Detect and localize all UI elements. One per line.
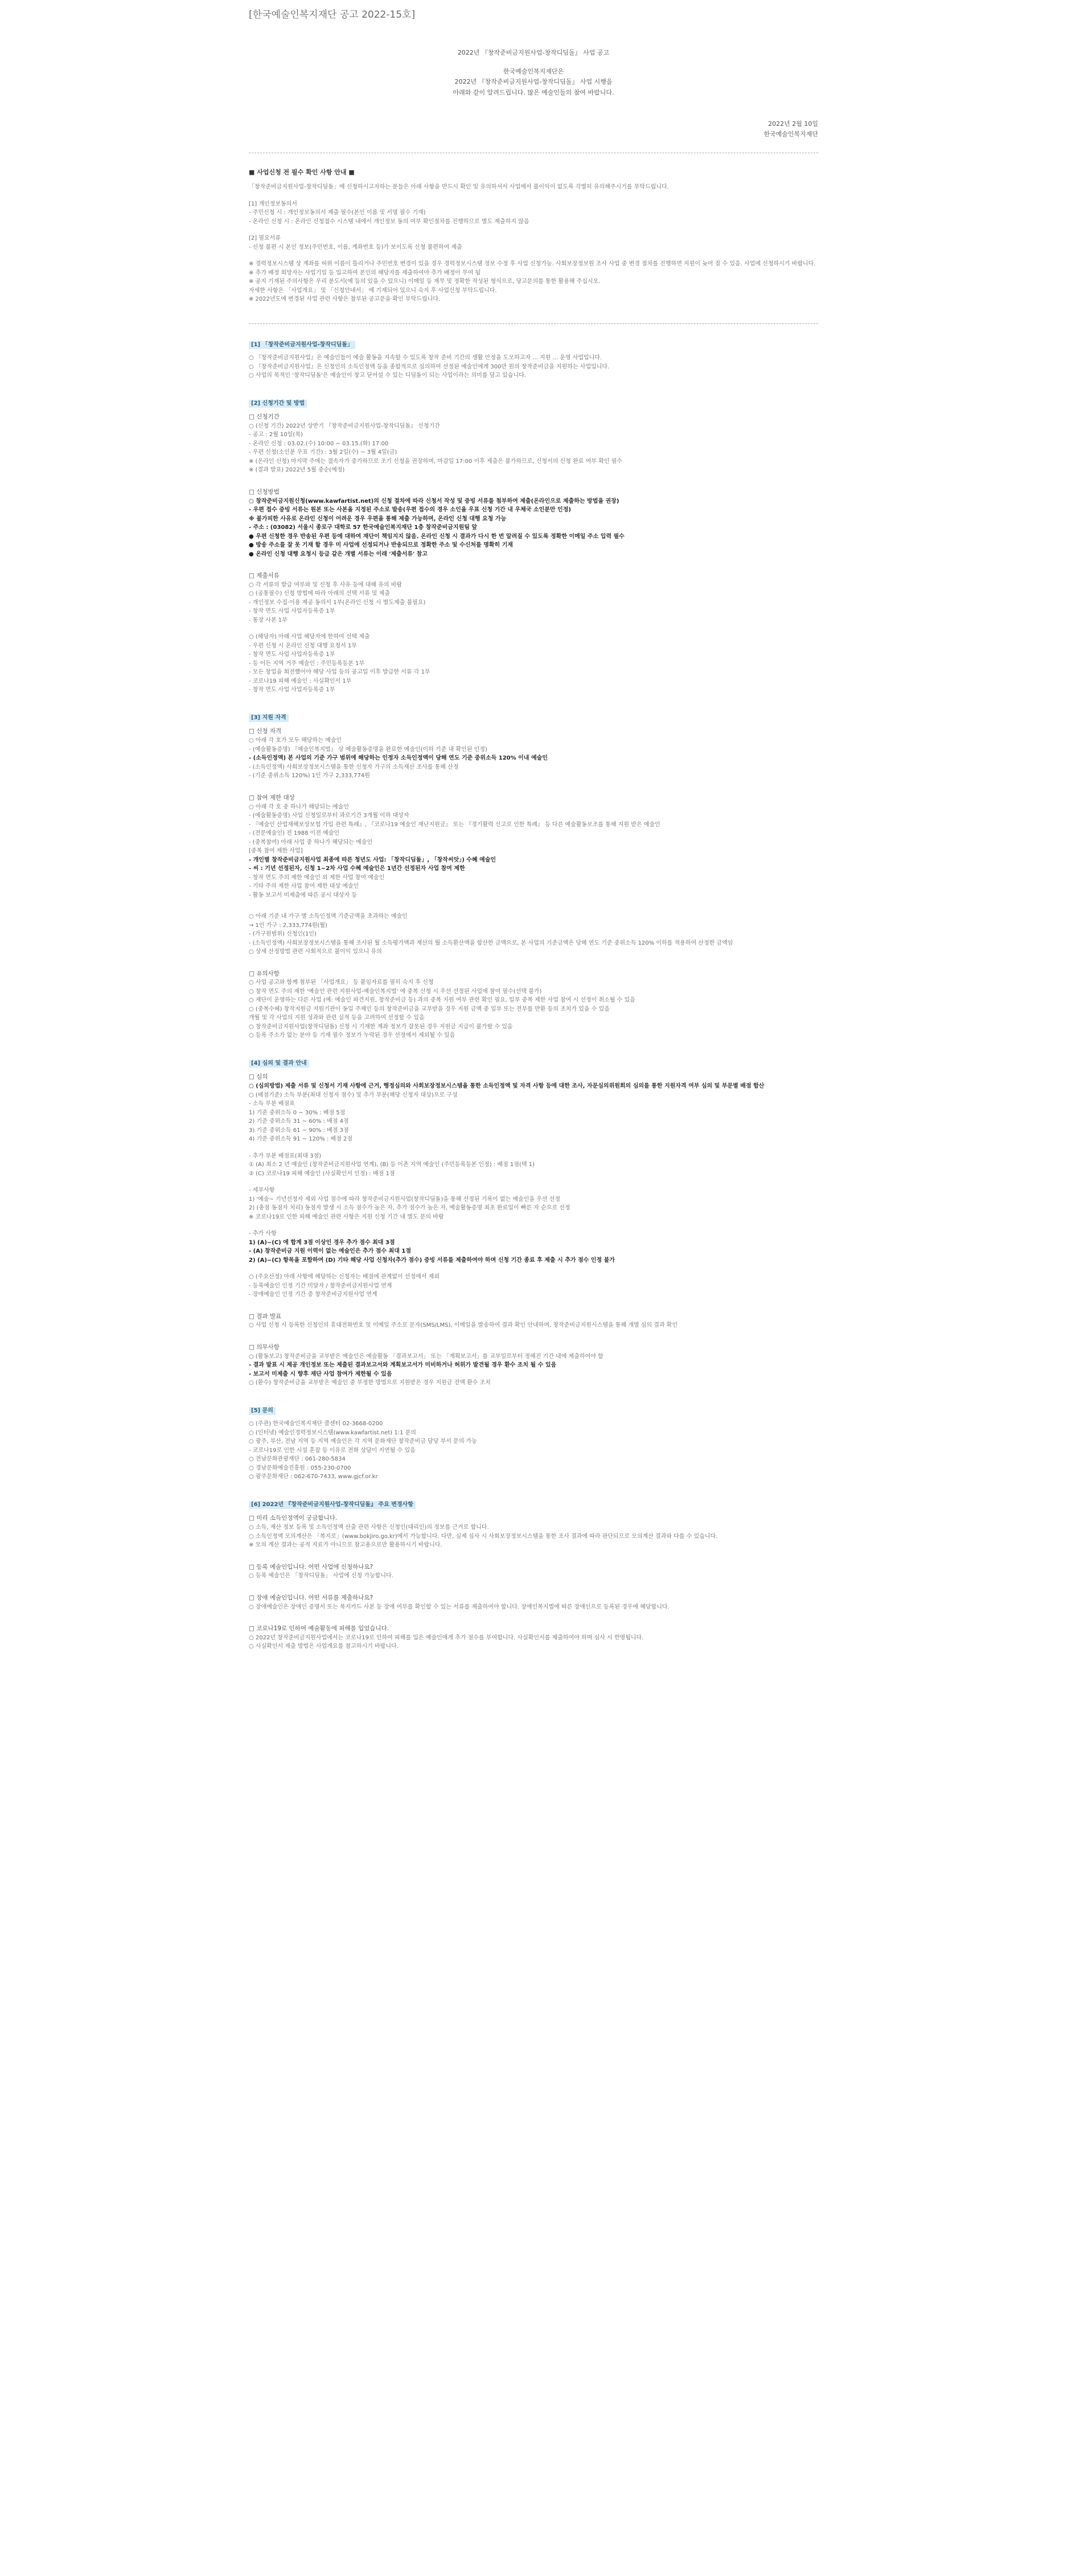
subsection: [249, 912, 818, 957]
section-title: [5] 문의: [249, 1407, 276, 1416]
text-line: - 창작 면도 사업 사업자등록증 1부: [249, 608, 335, 615]
notice-line: 2022년 『창작준비금지원사업-창작디딤돌』 사업 공고: [457, 49, 610, 56]
guide-lines: [249, 183, 818, 304]
text-line: - 결과 발표 시 제공 개인정보 또는 제출된 결과보고서와 계획보고서가 미비하거나 허위가 발견될 경우 환수 조치 될 수 있음: [249, 1362, 557, 1369]
text-line: - 주민신청 시 : 개인정보동의서 제출 필수(본인 이름 및 서명 필수 기재): [249, 210, 426, 216]
subsection-title: □ 의무사항: [249, 1343, 280, 1351]
text-line: ○ 사업의 목적인 '창작디딤돌'은 예술인이 창고 딛어설 수 있는 디딤돌이 되는 사업이라는 의미를 담고 있습니다.: [249, 372, 526, 379]
subsection-title: □ 미리 소득인정액이 궁금합니다.: [249, 1515, 338, 1522]
text-line: [중복 참여 제한 사업]: [249, 848, 303, 855]
subsection: [249, 969, 818, 1040]
subsection-title: □ 신청기간: [249, 413, 280, 421]
text-line: [2] 필요서류: [249, 235, 281, 242]
text-line: ○ (신청 기간) 2022년 상반기 『창작준비금지원사업-창작디딤돌』 신청기간: [249, 423, 440, 429]
text-line: ○ 아래 기준 내 가구 별 소득인정액 기준금액을 초과하는 예술인: [249, 913, 408, 920]
text-line: ○ 창작준비금지원신청(www.kawfartist.net)의 신청 절차에 따라 신청서 작성 및 증빙 서류를 첨부하여 제출(온라인으로 제출하는 방법을 권장): [249, 498, 619, 504]
text-line: ※ (결과 발표) 2022년 5월 중순(예정): [249, 467, 345, 474]
text-line: ○ 아래 각 호 중 하나가 해당되는 예술인: [249, 803, 349, 810]
text-line: ○ 사업 신청 시 등록한 신청인의 휴대전화번호 및 이메일 주소로 문자(SMS/LMS), 이메일을 발송하여 결과 확인 안내하며, 창작준비금지원시스템을 통해 개별 심의 결과 확인: [249, 1322, 678, 1329]
section: [249, 341, 818, 380]
text-line: - 공고 : 2월 10일(목): [249, 432, 303, 438]
text-line: ※ 불가피한 사유로 온라인 신청이 어려운 경우 우편을 통해 제출 가능하며, 온라인 신청 대행 요청 가능: [249, 515, 507, 522]
text-line: - 우편 접수 증빙 서류는 원본 또는 사본을 지정된 주소로 발송(우편 접수의 경우 소인을 우표 신청 기간 내 우체국 소인분만 인정): [249, 507, 571, 514]
notice-header: [249, 48, 818, 99]
text-line: - (기준 중위소득 120%) 1인 가구 2,333,774원: [249, 773, 370, 780]
text-line: - 신청 불편 시 본인 정보(주민번호, 이름, 계좌번호 등)가 보이도록 신청 불편하여 제출: [249, 244, 462, 251]
text-line: ※ 경력정보시스템 상 계좌를 허위 이름이 틀리거나 주민번호 변경이 있을 경우 경력정보시스템 정보 수정 후 사업 신청가능. 사회보장정보원 조사 사업 중 변경 절차를 진행하면 지원이 늦어 질 수 있음. 사업에 신청하시기 바랍니다.: [249, 261, 816, 268]
text-line: ○ 창작준비금지원사업(창작디딤돌) 신청 시 기재한 계좌 정보가 잘못된 경우 지원금 지급이 불가할 수 있음: [249, 1023, 513, 1030]
section-title: [4] 심의 및 결과 안내: [249, 1060, 309, 1068]
section-title: [6] 2022년 『창작준비금지원사업-창작디딤돌』 주요 변경사항: [249, 1501, 416, 1509]
subsection: [249, 1312, 818, 1330]
text-line: - 추가 부분 배점표(최대 3점): [249, 1152, 322, 1159]
text-line: ○ 『창작준비금지원사업』은 예술인들이 예술 활동을 지속할 수 있도록 창작 준비 기간의 생활 안정을 도모하고자 ... 지원 ... 운영 사업입니다.: [249, 355, 602, 362]
text-line: ○ (해당자) 아래 사업 해당자에 한하여 선택 제출: [249, 634, 370, 641]
text-line: [249, 1221, 818, 1229]
text-line: - (예술활동증명) 『예술인복지법』 상 예술활동증명을 완료한 예술인(이하 기준 내 확인된 인정): [249, 746, 487, 753]
text-line: ● 방송 주소를 잘 못 기재 할 경우 미 사업에 선정되거나 반송되므로 정확한 주소 및 수신처를 명확히 기재: [249, 542, 513, 549]
text-line: ○ (환수) 창작준비금을 교부받은 예술인 중 부정한 방법으로 지원받은 경우 지원금 전액 환수 조치: [249, 1380, 491, 1387]
text-line: - 개인정보 수집·이용 제공 동의서 1부(온라인 신청 시 별도제출 불필요): [249, 599, 426, 606]
text-line: ○ 전남문화관광재단 : 061-280-5834: [249, 1456, 346, 1463]
text-line: ○ 경남문화예술진흥원 : 055-230-0700: [249, 1465, 351, 1471]
text-line: - 창작 면도 주의 제한 예술인 외 제한 사업 참여 예술인: [249, 874, 385, 881]
text-line: ○ 광주, 부산, 전남 지역 등 지역 예술인은 각 지역 문화재단 창작준비금 담당 부서 문의 가능: [249, 1438, 477, 1445]
text-line: - 기타 주의 제한 사업 참여 제한 대상 예술인: [249, 883, 359, 890]
text-line: - 활동 보고서 미제출에 따른 공시 대상자 등: [249, 892, 358, 899]
text-line: - 보고서 미제출 시 향후 재단 사업 참여가 제한될 수 있음: [249, 1371, 392, 1377]
text-line: ○ 소득, 재산 정보 등록 및 소득인정액 산출 관련 사항은 신청인(대리인)의 정보를 근거로 합니다.: [249, 1524, 489, 1531]
text-line: ○ (공통필수) 신청 방법에 따라 아래의 선택 서류 및 제출: [249, 590, 390, 597]
text-line: ※ 추가 배정 희망자는 사업기일 등 입고하여 본인의 해당자를 제출하여야 추가 배정이 무여 됨: [249, 269, 481, 276]
subsection: [249, 487, 818, 559]
notice-org: 한국예술인복지재단: [763, 130, 818, 138]
text-line: - 추가 사항: [249, 1230, 277, 1237]
subsection-title: □ 제출서류: [249, 572, 280, 580]
text-line: - (예술활동증명) 사업 신청일로부터 과로기간 3개월 이하 대상자: [249, 813, 409, 819]
text-line: - 코로나19 피해 예술인 : 사실확인서 1부: [249, 678, 352, 684]
text-line: - 창작 면도 사업 사업자등록증 1부: [249, 651, 335, 658]
notice-line: 아래와 같이 알려드립니다. 많은 예술인들의 참여 바랍니다.: [453, 89, 614, 97]
text-line: - (중복참여) 아래 사업 중 하나가 해당되는 예술인: [249, 839, 373, 846]
text-line: ※ (온라인 신청) 마지막 주에는 접속자가 증가하므로 조기 신청을 권장하며, 마감일 17:00 이후 제출은 불가하므로, 신청서의 신청 완료 여부 확인 필수: [249, 458, 622, 465]
notice-date: 2022년 2월 10일: [768, 120, 818, 128]
text-line: - 등록예술인 인정 기간 미달자 / 창작준비금지원사업 연계: [249, 1282, 392, 1289]
text-line: - 『예술인 산업재해보상보험 가입 관련 특례』, 『코로나19 예술인 재난지원금』 또는 『경기활력 신고로 인한 특례』 등 다른 예술활동보조를 통해 지원 받은 예술인: [249, 821, 660, 828]
notice-line: [249, 59, 818, 67]
text-line: - 우편 신청 시 온라인 신청 대행 요청서 1부: [249, 642, 357, 649]
text-line: ○ (배점기준) 소득 부분(최대 신청자 점수) 및 추가 부분(해당 신청자 대상)으로 구성: [249, 1092, 458, 1098]
section-title: [3] 지원 자격: [249, 714, 289, 723]
text-line: - 온라인 신청 : 03.02.(수) 10:00 ~ 03.15.(화) 17:00: [249, 440, 389, 447]
text-line: - 온라인 신청 시 : 온라인 신청접수 시스템 내에서 개인정보 동의 여부 확인절차를 진행하므로 별도 제출하지 않음: [249, 218, 529, 225]
subsection-title: □ 신청방법: [249, 488, 280, 495]
text-line: ○ 각 서류의 발급 여부와 및 신청 후 사유 등에 대해 유의 바람: [249, 581, 403, 588]
subsection: [249, 1072, 818, 1299]
text-line: ○ 장애예술인은 장애인 증명서 또는 복지카드 사본 등 장애 여부를 확인할 수 있는 서류를 제출하여야 합니다. 장애인복지법에 따른 장애인으로 등록된 경우에 해당합니다.: [249, 1603, 670, 1610]
text-line: - (전문예술인) 전 1988 이전 예술인: [249, 830, 340, 837]
text-line: ○ 『창작준비금지원사업』은 신청인의 소득인정액 등을 종합적으로 심의하여 선정된 예술인에게 300만 원의 창작준비금을 지원하는 사업입니다.: [249, 363, 610, 370]
text-line: 1) '예술~ 기년선정자 제외 사업 점수에 따라 창작준비금지원사업(창작디딤돌)을 통해 선정된 기록이 없는 예술인을 우선 선정: [249, 1196, 561, 1203]
text-line: [249, 252, 818, 260]
text-line: 3) 기준 중위소득 61 ~ 90% : 배점 3점: [249, 1127, 349, 1134]
text-line: [249, 1178, 818, 1186]
text-line: 자세한 사항은 「사업개요」 및 「신청안내서」 에 기재되어 있으니 숙지 후 사업신청 부탁드립니다.: [249, 287, 497, 294]
text-line: [249, 625, 818, 633]
notice-article: [249, 48, 818, 1671]
text-line: [249, 1144, 818, 1152]
text-line: ○ (중복수혜) 창작지원금 지원기관이 동일 주체인 등의 창작준비금을 교부받을 경우 지원 금액 중 일부 또는 전부를 반환 등의 조치가 있을 수 있음: [249, 1006, 610, 1012]
text-line: ○ 2022년 창작준비금지원사업에서는 코로나19로 인하여 피해를 입은 예술인에게 추가 점수를 부여합니다. 사실확인서를 제출하여야 하며 심사 시 반영됩니다.: [249, 1634, 644, 1641]
subsection-title: □ 코로나19로 인하여 예술활동에 피해를 입었습니다.: [249, 1625, 389, 1632]
subsection-title: □ 심의: [249, 1073, 268, 1081]
text-line: ● 우편 신청한 경우 반송된 우편 등에 대하여 재단이 책임지지 않음. 온라인 신청 시 결과가 다시 한 번 알려질 수 있도록 정확한 이메일 주소 입력 필수: [249, 533, 625, 540]
subsection: [249, 793, 818, 900]
text-line: ○ 사업 공고와 함께 첨부된 「사업개요」 등 붙임자료를 필히 숙지 후 신청: [249, 979, 434, 986]
text-line: - 등 어든 지역 거주 예술인 : 주민등록등본 1부: [249, 660, 364, 667]
text-line: ○ 재단이 운영하는 다른 사업 (예: 예술인 파견지원, 창작준비금 등) 과의 중복 지원 여부 관련 확인 필요, 일부 중복 제한 사업 참여 시 선정이 취소될 수 있음: [249, 997, 635, 1004]
subsection: [249, 1513, 818, 1549]
text-line: - 우편 신청(소인분 우표 기간) : 3월 2일(수) ~ 3월 4일(금): [249, 449, 397, 456]
text-line: 2) 기준 중위소득 31 ~ 60% : 배점 4점: [249, 1118, 349, 1125]
text-line: ○ 소득인정액 모의계산은 「복지로」(www.bokjiro.go.kr)에서 가능합니다. 다만, 실제 심사 시 사회보장정보시스템을 통한 조사 결과에 따라 판단되므로 모의계산 결과와 다를 수 있습니다.: [249, 1533, 718, 1540]
text-line: ○ (주관) 한국예술인복지재단 콜센터 02-3668-0200: [249, 1421, 383, 1428]
text-line: - 세부사항: [249, 1187, 275, 1194]
text-line: 「창작준비금지원사업-창작디딤돌」에 신청하시고자하는 분들은 아래 사항을 반드시 확인 및 유의하셔서 사업에서 불이익이 없도록 각별히 유의해주시기를 부탁드립니다.: [249, 184, 669, 191]
section: [249, 400, 818, 695]
text-line: - 모든 창업을 회전했어야 해당 사업 등의 공고일 이후 발급한 서류 각 1부: [249, 669, 430, 676]
text-line: ● 온라인 신청 대행 요청시 등급 같은 개별 서류는 이래 '제출서류' 참고: [249, 551, 428, 557]
text-line: ○ 사실확인서 제출 방법은 사업개요를 참고하시기 바랍니다.: [249, 1643, 399, 1650]
section: [249, 1501, 818, 1651]
text-line: ○ (주요산정) 아래 사항에 해당하는 신청자는 배점에 관계없이 선정에서 제외: [249, 1274, 440, 1281]
notice-line: 한국예술인복지재단은: [503, 67, 564, 75]
subsection-title: □ 결과 발표: [249, 1312, 282, 1320]
notice-date-block: [249, 119, 818, 140]
section: [249, 1407, 818, 1482]
subsection: [249, 412, 818, 475]
text-line: - (가구원범위) 신청인(1인): [249, 931, 317, 938]
guide-box: [249, 168, 818, 303]
subsection: [249, 1624, 818, 1651]
section: [249, 714, 818, 1040]
text-line: - 씨 : 기년 선정된자, 신청 1~2차 사업 수혜 예술인은 1년간 선정된자 사업 참여 제한: [249, 865, 465, 872]
text-line: ① (A) 최소 2 년 예술인 (창작준비금지원사업 연계), (B) 등 이촌 지역 예술인 (주민등록등본 인정) : 배점 1점(택 1): [249, 1162, 535, 1168]
text-line: - 주소 : (03082) 서울시 종로구 대학로 57 한국예술인복지재단 1층 창작준비금지원팀 앞: [249, 524, 478, 531]
guide-title: ■ 사업신청 전 필수 확인 사항 안내 ■: [249, 169, 355, 177]
text-line: 2) (A)~(C) 항목을 포함하여 (D) 기타 해당 사업 신청자(추가 점수) 증빙 서류를 제출하여야 하며 신청 기간 종료 후 제출 시 추가 점수 인정 불가: [249, 1257, 615, 1264]
section: [249, 1060, 818, 1388]
text-line: - 코로나19로 인한 시설 혼잡 등 이유로 전화 상담이 지연될 수 있음: [249, 1447, 416, 1454]
text-line: ※ 2022년도에 변경된 사업 관련 사항은 참부된 공고문을 확인 부탁드립니다.: [249, 296, 441, 303]
text-line: [249, 1265, 818, 1273]
subsection-title: □ 등록 예술인입니다. 어떤 사업에 신청하나요?: [249, 1563, 373, 1570]
text-line: ○ 등록 예술인은 「창작디딤돌」 사업에 신청 가능합니다.: [249, 1573, 393, 1580]
text-line: 1) 기준 중위소득 0 ~ 30% : 배점 5점: [249, 1109, 346, 1116]
text-line: - (소득인정액) 본 사업의 기준 가구 범위에 해당하는 인정자 소득인정액이 당해 연도 기준 중위소득 120% 이내 예술인: [249, 755, 548, 762]
text-line: - 창작 면도 사업 사업자등록증 1부: [249, 687, 335, 694]
text-line: - (소득인정액) 사회보장정보시스템을 통한 신청자 가구의 소득재산 조사를 통해 산정: [249, 764, 459, 770]
subsection-title: □ 장애 예술인입니다. 어떤 서류를 제출하나요?: [249, 1594, 373, 1601]
subsection: [249, 1562, 818, 1581]
text-line: ○ 창작 면도 주의 제한 '예술인 관련 지원사업-예술인복지법' 에 중복 신청 시 우선 선정된 사업에 참여 필수(선택 불가): [249, 988, 542, 995]
text-line: [249, 192, 818, 200]
text-line: 4) 기준 중위소득 91 ~ 120% : 배점 2점: [249, 1136, 353, 1143]
subsection-title: □ 신청 자격: [249, 728, 282, 735]
notice-line: 2022년 『창작준비금지원사업-창작디딤돌』 사업 시행을: [454, 78, 613, 86]
text-line: → 1인 가구 : 2,333,774원(월): [249, 922, 327, 929]
text-line: 2) (총점 동점자 처리) 동점자 발생 시 소득 점수가 높은 자, 추가 점수가 높은 자, 예술활동증명 최초 완료일이 빠른 자 순으로 선정: [249, 1205, 570, 1212]
text-line: ○ (심의방법) 제출 서류 및 신청서 기재 사항에 근거, 행정심의와 사회보장정보시스템을 통한 소득인정액 및 자격 사항 등에 대한 조사, 자문심의위원회의 심의를 통한 지원자격 여부 심의 및 부문별 배점 합산: [249, 1083, 765, 1090]
text-line: - 장애예술인 인정 기간 중 창작준비금지원사업 연계: [249, 1291, 377, 1298]
section-title: [1] 「창작준비금지원사업-창작디딤돌」: [249, 341, 355, 350]
section-title: [2] 신청기간 및 방법: [249, 400, 307, 408]
text-line: 개월 및 각 사업의 지원 성과와 관련 실적 등을 고려하여 선정할 수 있음: [249, 1015, 425, 1022]
text-line: - (소득인정액) 사회보장정보시스템을 통해 조사된 월 소득평가액과 재산의 월 소득환산액을 합산한 금액으로, 본 사업의 기준금액은 당해 연도 기준 중위소득 120% 이하를 적용하여 산정한 금액임: [249, 940, 733, 946]
text-line: ○ 아래 각 호가 모두 해당하는 예술인: [249, 737, 342, 744]
subsection-title: □ 참여 제한 대상: [249, 794, 295, 801]
text-line: ○ 상세 산정방법 관련 사회적으로 불이익 있으니 유의: [249, 949, 382, 955]
subsection: [249, 1593, 818, 1611]
text-line: [1] 개인정보동의서: [249, 200, 297, 207]
text-line: 1) (A)~(C) 에 합계 3점 이상인 경우 추가 점수 최대 3점: [249, 1239, 395, 1246]
text-line: ※ 공지 기재된 주의사항은 우리 분도서(예 등의 있을 수 있으니) 이메일 등 재무 및 정확한 작성된 형식으로, 당고문의를 통한 활용해 주십시오.: [249, 278, 601, 285]
subsection-title: □ 유의사항: [249, 970, 280, 977]
page-title: [한국예술인복지재단 공고 2022-15호]: [249, 9, 416, 20]
subsection: [249, 1343, 818, 1388]
text-line: ○ 광주문화재단 : 062-670-7433, www.gjcf.or.kr: [249, 1474, 378, 1480]
text-line: - 개인별 창작준비금지원사업 최종에 따른 청년도 사업: 「창작디딤돌」, 「창작씨앗」) 수혜 예술인: [249, 856, 496, 863]
text-line: [249, 226, 818, 234]
text-line: ○ (활동보고) 창작준비금을 교부받은 예술인은 예술활동 「결과보고서」 또는 「계획보고서」를 교부일로부터 정해진 기간 내에 제출하여야 함: [249, 1353, 603, 1360]
subsection: [249, 727, 818, 780]
text-line: - 통장 사본 1부: [249, 617, 288, 624]
text-line: ※ 모의 계산 결과는 공적 자료가 아니므로 참고용으로만 활용하시기 바랍니다.: [249, 1542, 442, 1549]
text-line: ② (C) 코로나19 피해 예술인 (사실확인서 인정) : 배점 1점: [249, 1170, 395, 1177]
sections: [249, 341, 818, 1651]
text-line: ※ 코로나19로 인한 피해 예술인 관련 사항은 지원 신청 기간 내 별도 문의 바람: [249, 1213, 444, 1220]
text-line: - 소득 부분 배점표: [249, 1101, 295, 1107]
text-line: ○ (인터넷) 예술인경력정보시스템(www.kawfartist.net) 1:1 문의: [249, 1429, 416, 1436]
text-line: - (A) 창작준비금 지원 이력이 없는 예술인은 추가 점수 최대 1점: [249, 1248, 411, 1255]
text-line: ○ 등록 주소가 없는 분야 등 기재 필수 정보가 누락된 경우 선정에서 제외될 수 있음: [249, 1032, 455, 1039]
subsection: [249, 571, 818, 695]
